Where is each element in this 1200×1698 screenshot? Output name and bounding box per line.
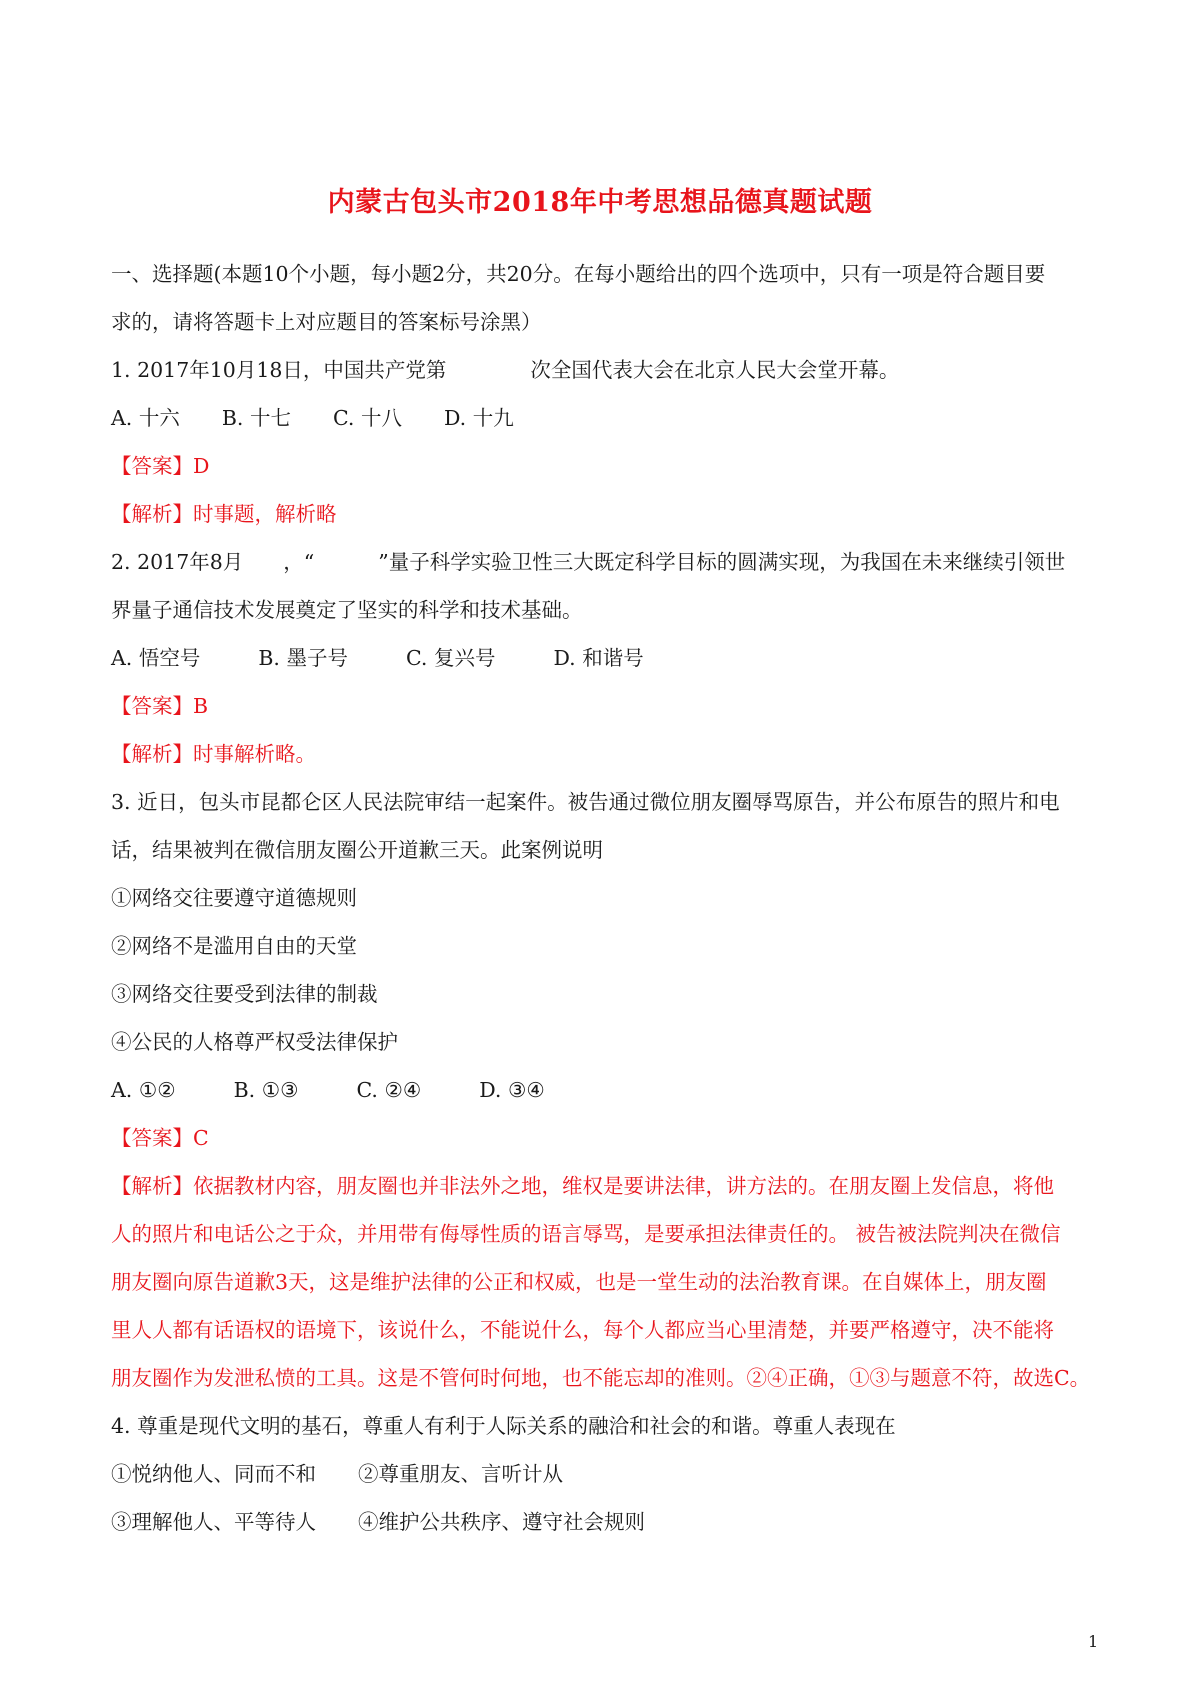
q3-stem-line1: 3. 近日，包头市昆都仑区人民法院审结一起案件。被告通过微位朋友圈辱骂原告，并公布原告的照片和电 bbox=[111, 790, 1060, 814]
q2-stem-line1 bbox=[111, 538, 1101, 586]
section-heading-line1: 一、选择题(本题10个小题，每小题2分，共20分。在每小题给出的四个选项中，只有一项是符合题目要 bbox=[111, 262, 1046, 286]
q3-option-b: B. ①③ bbox=[233, 1078, 299, 1102]
q2-analysis: 【解析】时事解析略。 bbox=[111, 742, 316, 766]
q4-item-2: ②尊重朋友、言听计从 bbox=[358, 1462, 563, 1486]
q1-option-c: C. 十八 bbox=[332, 406, 402, 430]
q2-options bbox=[111, 634, 1101, 682]
q4-items-row1 bbox=[111, 1450, 1101, 1498]
q3-option-d: D. ③④ bbox=[479, 1078, 545, 1102]
q1-answer: 【答案】D bbox=[111, 454, 210, 478]
q2-stem-part-c: ”量子科学实验卫性三大既定科学目标的圆满实现，为我国在未来继续引领世 bbox=[378, 550, 1066, 574]
q3-analysis-line4: 里人人都有话语权的语境下，该说什么，不能说什么，每个人都应当心里清楚，并要严格遵守，决不能将 bbox=[111, 1318, 1054, 1342]
q3-analysis-line3: 朋友圈向原告道歉3天，这是维护法律的公正和权威，也是一堂生动的法治教育课。在自媒体上，朋友圈 bbox=[111, 1270, 1047, 1294]
page-number: 1 bbox=[1088, 1632, 1099, 1651]
q3-item-1: ①网络交往要遵守道德规则 bbox=[111, 886, 357, 910]
q1-option-a: A. 十六 bbox=[111, 406, 180, 430]
q3-item-4: ④公民的人格尊严权受法律保护 bbox=[111, 1030, 398, 1054]
q2-option-a: A. 悟空号 bbox=[111, 646, 201, 670]
q2-stem-part-a: 2. 2017年8月 bbox=[111, 550, 244, 574]
q4-item-1: ①悦纳他人、同而不和 bbox=[111, 1462, 316, 1486]
q2-option-d: D. 和谐号 bbox=[553, 646, 644, 670]
q3-analysis-line5: 朋友圈作为发泄私愤的工具。这是不管何时何地，也不能忘却的准则。②④正确，①③与题意不符，故选C。 bbox=[111, 1366, 1091, 1390]
q2-stem-part-b: ，“ bbox=[283, 550, 315, 574]
q1-option-b: B. 十七 bbox=[221, 406, 291, 430]
q1-analysis: 【解析】时事题，解析略 bbox=[111, 502, 337, 526]
page-title: 内蒙古包头市2018年中考思想品德真题试题 bbox=[327, 187, 873, 218]
q3-answer: 【答案】C bbox=[111, 1126, 209, 1150]
q3-analysis-line1: 【解析】依据教材内容，朋友圈也并非法外之地，维权是要讲法律，讲方法的。在朋友圈上发信息，将他 bbox=[111, 1174, 1054, 1198]
q1-stem-part-b: 次全国代表大会在北京人民大会堂开幕。 bbox=[530, 358, 900, 382]
q4-stem: 4. 尊重是现代文明的基石，尊重人有利于人际关系的融洽和社会的和谐。尊重人表现在 bbox=[111, 1414, 896, 1438]
q4-item-4: ④维护公共秩序、遵守社会规则 bbox=[358, 1510, 645, 1534]
q2-stem-line2: 界量子通信技术发展奠定了坚实的科学和技术基础。 bbox=[111, 598, 583, 622]
q1-stem bbox=[111, 346, 1101, 394]
q3-item-2: ②网络不是滥用自由的天堂 bbox=[111, 934, 357, 958]
q2-option-c: C. 复兴号 bbox=[405, 646, 496, 670]
q3-analysis-line2: 人的照片和电话公之于众，并用带有侮辱性质的语言辱骂，是要承担法律责任的。 被告被法院判决在微信 bbox=[111, 1222, 1061, 1246]
q3-stem-line2: 话，结果被判在微信朋友圈公开道歉三天。此案例说明 bbox=[111, 838, 603, 862]
q2-option-b: B. 墨子号 bbox=[258, 646, 348, 670]
q4-items-row2 bbox=[111, 1498, 1101, 1546]
q1-option-d: D. 十九 bbox=[443, 406, 514, 430]
q1-stem-part-a: 1. 2017年10月18日，中国共产党第 bbox=[111, 358, 447, 382]
q3-option-a: A. ①② bbox=[111, 1078, 176, 1102]
q4-item-3: ③理解他人、平等待人 bbox=[111, 1510, 316, 1534]
q3-item-3: ③网络交往要受到法律的制裁 bbox=[111, 982, 378, 1006]
q3-options bbox=[111, 1066, 1101, 1114]
q2-answer: 【答案】B bbox=[111, 694, 209, 718]
exam-content bbox=[111, 250, 1101, 1546]
section-heading-line2: 求的，请将答题卡上对应题目的答案标号涂黑） bbox=[111, 310, 542, 334]
q1-options bbox=[111, 394, 1101, 442]
q3-option-c: C. ②④ bbox=[356, 1078, 422, 1102]
